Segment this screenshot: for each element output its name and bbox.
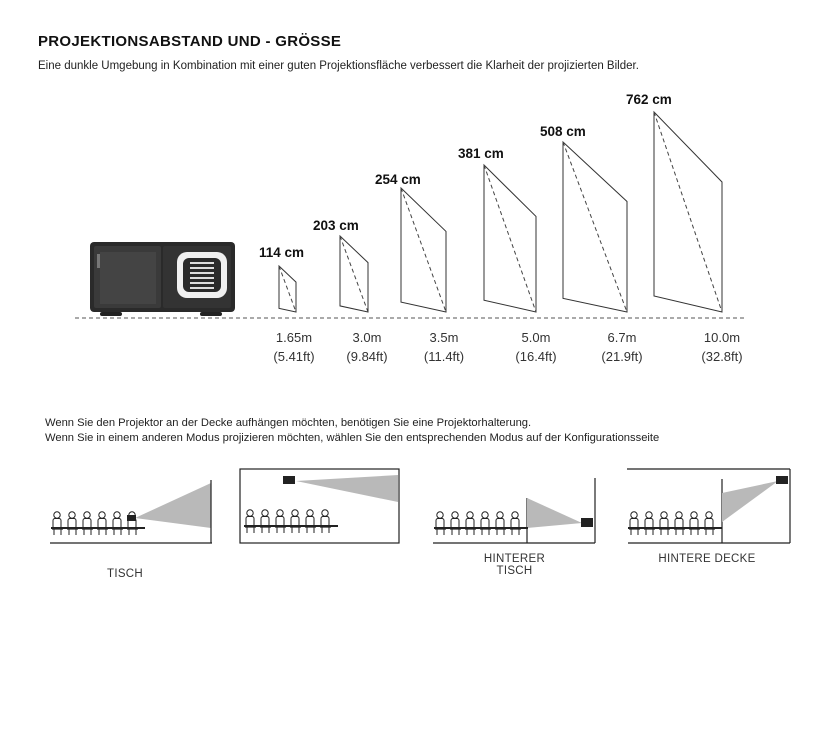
screen-size-label: 381 cm bbox=[458, 146, 504, 161]
mode-label-rear-table bbox=[462, 553, 567, 577]
distance-meters: 5.0m bbox=[521, 330, 551, 345]
mode-label-rear-ceiling bbox=[647, 553, 767, 565]
screen-1 bbox=[259, 245, 315, 364]
mode-rear-table bbox=[433, 478, 595, 543]
projector-mini bbox=[283, 476, 295, 484]
distance-feet: (9.84ft) bbox=[346, 349, 388, 364]
distance-meters: 1.65m bbox=[275, 330, 313, 345]
mode-table bbox=[50, 480, 212, 543]
audience-figures bbox=[434, 512, 528, 535]
distance-feet: (11.4ft) bbox=[423, 349, 465, 364]
note-projection-mode: Wenn Sie in einem anderen Modus projizieren möchten, wählen Sie den entsprechenden Modus auf der Konfigurationsseite bbox=[45, 432, 660, 444]
distance-feet: (21.9ft) bbox=[601, 349, 643, 364]
page-subtitle: Eine dunkle Umgebung in Kombination mit einer guten Projektionsfläche verbessert die Klarheit der projizierten Bilder. bbox=[38, 60, 639, 72]
mode-label-rear-table-line2: TISCH bbox=[496, 565, 533, 577]
distance-meters: 3.0m bbox=[352, 330, 382, 345]
screen-size-label: 114 cm bbox=[259, 245, 305, 260]
screen-4 bbox=[458, 146, 557, 364]
audience-figures bbox=[244, 510, 338, 533]
audience-figures bbox=[628, 512, 722, 535]
distance-meters: 10.0m bbox=[703, 330, 741, 345]
projection-beam bbox=[527, 498, 582, 528]
projector-mini bbox=[581, 518, 593, 527]
distance-feet: (32.8ft) bbox=[701, 349, 743, 364]
mode-label-table bbox=[75, 568, 175, 580]
screen-2 bbox=[313, 218, 388, 364]
mode-label-table-line1: TISCH bbox=[107, 568, 143, 580]
modes-group bbox=[50, 469, 790, 543]
projection-beam bbox=[135, 483, 211, 528]
mode-label-rear-ceiling-line1: HINTERE DECKE bbox=[658, 553, 756, 565]
projection-beam bbox=[296, 475, 398, 502]
projector-mini bbox=[776, 476, 788, 484]
screen-size-label: 508 cm bbox=[540, 124, 586, 139]
screen-3 bbox=[375, 172, 464, 364]
mode-label-rear-table-line1: HINTERER bbox=[483, 553, 546, 565]
screen-6 bbox=[626, 92, 743, 364]
page-title: PROJEKTIONSABSTAND UND - GRÖSSE bbox=[38, 33, 342, 50]
projector-mini bbox=[127, 515, 136, 521]
projection-beam bbox=[722, 481, 778, 522]
screen-size-label: 254 cm bbox=[375, 172, 421, 187]
distance-feet: (5.41ft) bbox=[273, 349, 315, 364]
mode-ceiling bbox=[240, 469, 399, 543]
distance-feet: (16.4ft) bbox=[515, 349, 557, 364]
distance-meters: 3.5m bbox=[429, 330, 459, 345]
mode-rear-ceiling bbox=[627, 469, 790, 543]
note-ceiling-mount: Wenn Sie den Projektor an der Decke aufhängen möchten, benötigen Sie eine Projektorhalterung. bbox=[45, 417, 532, 429]
screen-frame bbox=[340, 236, 368, 312]
screen-5 bbox=[540, 124, 643, 364]
screen-size-label: 762 cm bbox=[626, 92, 672, 107]
screen-size-label: 203 cm bbox=[313, 218, 359, 233]
projector-illustration bbox=[90, 242, 235, 316]
distance-meters: 6.7m bbox=[607, 330, 637, 345]
screens-group bbox=[259, 92, 743, 364]
speaker-grille bbox=[100, 252, 156, 304]
